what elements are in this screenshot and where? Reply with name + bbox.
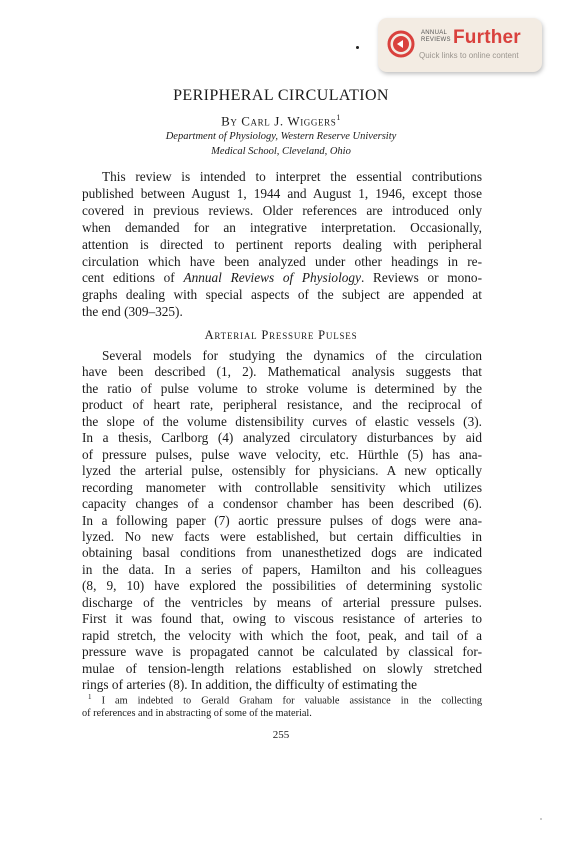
text-line: lyzed. No new facts were established, but certain difficulties in [82,528,482,544]
footnote-text: I am indebted to Gerald Graham for valuable assistance in the collecting [101,695,483,707]
text-line: First it was found that, owing to viscous resistance of arteries to [82,611,482,627]
text-line: published between August 1, 1944 and August 1, 1946, except those [82,185,482,201]
text-line: of pressure pulses, pulse wave velocity, etc. Hürthle (5) has ana- [82,446,482,462]
text-line: attention is directed to pertinent reports dealing with peripheral [82,236,482,252]
page-number: 255 [272,729,290,741]
affiliation-line: Medical School, Cleveland, Ohio [211,146,351,157]
text-line: Several models for studying the dynamics of the circulation [102,348,482,363]
text-line: discharge of the ventricles by means of arterial pressure pulses. [82,594,482,610]
text-line: product of heart rate, peripheral resistance, and the reciprocal of [82,397,482,413]
text-line: capacity changes of a condensor chamber has been described (6). [82,496,482,512]
text-line: the end (309–325). [82,304,183,320]
text-line: recording manometer with controllable sensitivity which utilizes [82,479,482,495]
text-line: In a thesis, Carlborg (4) analyzed circulatory disturbances by aid [82,430,482,446]
text-line: graphs dealing with special aspects of the subject are appended at [82,287,482,303]
footnote-line: of references and in abstracting of some of the material. [82,708,312,719]
text-line: obtaining basal conditions from unanesthetized dogs are indicated [82,545,482,561]
stray-mark [540,818,542,820]
badge-reviews-text: REVIEWS [421,37,451,43]
article-title: PERIPHERAL CIRCULATION [173,87,389,104]
text-line: pressure wave is propagated cannot be calculated by classical for- [82,644,482,660]
author-name: By Carl J. Wiggers [221,113,337,129]
journal-title: Annual Reviews of Physiology [183,270,361,286]
text-line: covered in previous reviews. Older references are introduced only [82,202,482,218]
text-line: the ratio of pulse volume to stroke volume is determined by the [82,380,482,396]
footnote-line [88,693,482,706]
text-line: rapid stretch, the velocity with which the foot, peak, and tail of a [82,627,482,643]
further-badge[interactable] [378,18,542,72]
stray-mark [356,46,359,49]
text-line: rings of arteries (8). In addition, the difficulty of estimating the [82,677,418,692]
text-line: (8, 9, 10) have explored the possibilities of determining systolic [82,578,482,594]
badge-further-title: Further [453,27,521,48]
text-line: circulation which have been analyzed under other headings in re- [82,253,482,269]
text-line: in the data. In a series of papers, Hamilton and his colleagues [82,561,482,577]
affiliation-line: Department of Physiology, Western Reserve University [165,131,397,142]
badge-subtitle: Quick links to online content [419,51,519,60]
text-line: lyzed the arterial pulse, ostensibly for physicians. A new optically [82,463,482,479]
text-line: the slope of the volume distensibility curves of elastic vessels (3). [82,413,482,429]
section-heading: Arterial Pressure Pulses [204,328,358,342]
footnote-mark: 1 [88,693,92,701]
author-line [0,113,562,129]
text-line: have been described (1, 2). Mathematical analysis suggests that [82,364,482,380]
text-line: In a following paper (7) aortic pressure pulses of dogs were ana- [82,512,482,528]
badge-annual-text: ANNUAL [421,30,448,36]
play-circle-icon [387,30,415,58]
text-line: This review is intended to interpret the essential contributions [102,169,482,184]
author-footnote-mark: 1 [336,113,341,122]
text-line: when demanded for an integrative interpretation. Occasionally, [82,219,482,235]
text-line: cent editions of Annual Reviews of Physiology. Reviews or mono- [82,270,482,286]
text-line: mulae of tension-length relations established on slowly stretched [82,660,482,676]
